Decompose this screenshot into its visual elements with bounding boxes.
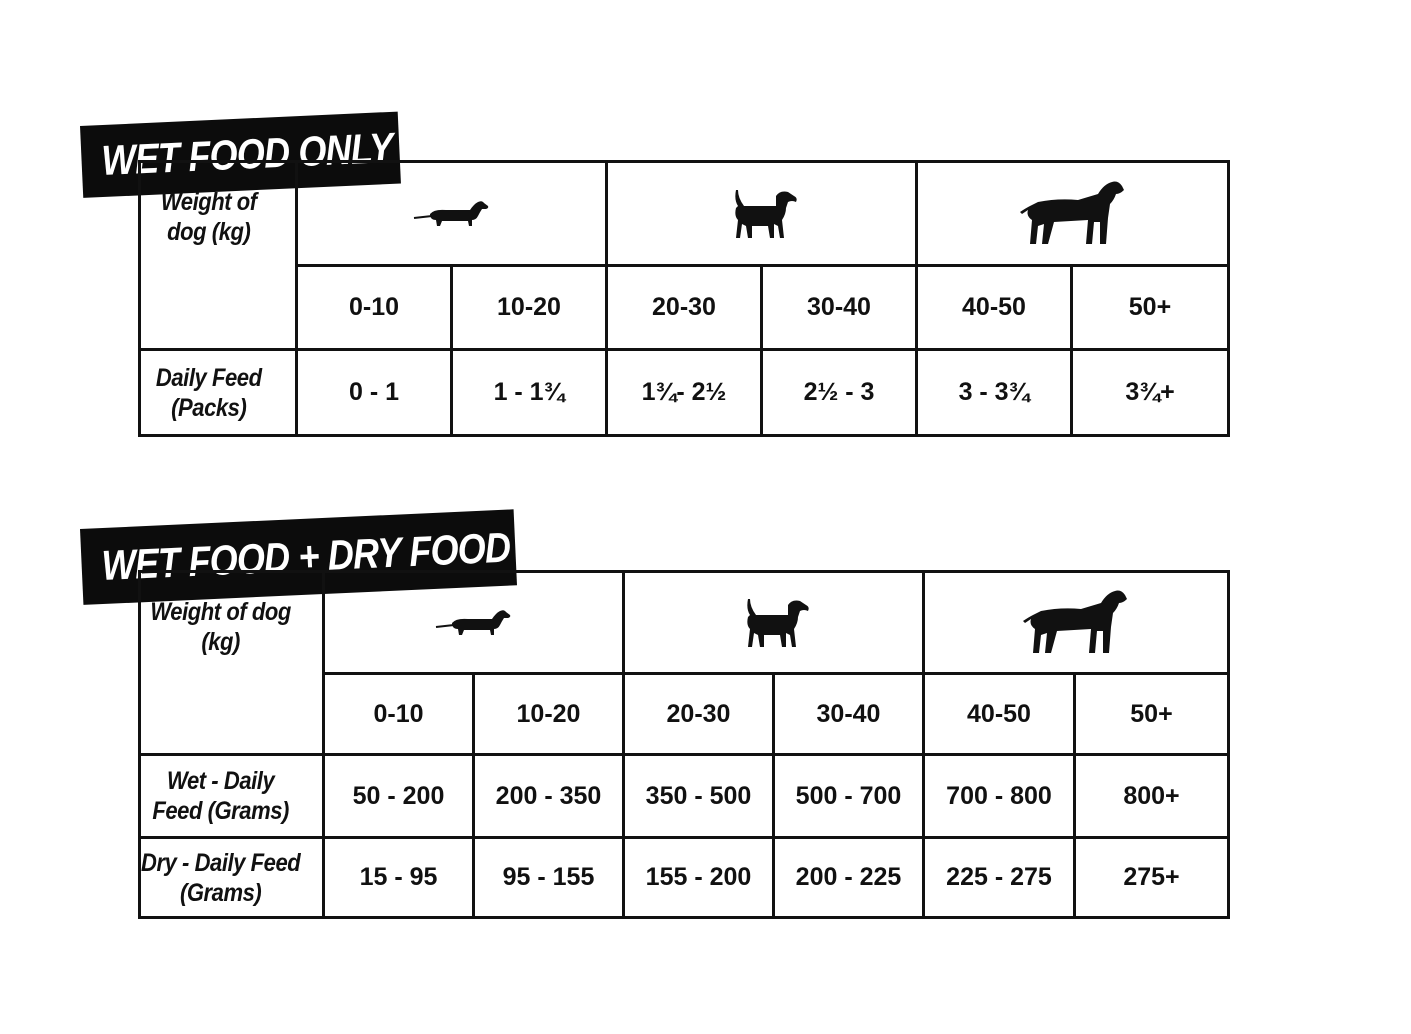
weight-range-cell: 40-50 bbox=[917, 266, 1072, 350]
feed-value-cell: 3¾+ bbox=[1072, 350, 1229, 436]
feed-value-cell: 700 - 800 bbox=[924, 755, 1075, 838]
weight-label: Weight of dog (kg) bbox=[160, 188, 257, 246]
feed-value-cell: 500 - 700 bbox=[774, 755, 924, 838]
feed-value-cell: 155 - 200 bbox=[624, 838, 774, 918]
feeding-table-wet-only bbox=[138, 160, 1230, 437]
weight-range-cell: 10-20 bbox=[452, 266, 607, 350]
feed-value-cell: 350 - 500 bbox=[624, 755, 774, 838]
feeding-table-wet-dry bbox=[138, 570, 1230, 919]
medium-dog-cell bbox=[607, 162, 917, 266]
dachshund-icon bbox=[412, 194, 492, 234]
feed-value-cell: 95 - 155 bbox=[474, 838, 624, 918]
row-label: Wet - Daily Feed (Grams) bbox=[152, 767, 289, 825]
beagle-icon bbox=[722, 186, 802, 242]
feed-value-cell: 200 - 225 bbox=[774, 838, 924, 918]
row-label-cell bbox=[140, 755, 324, 838]
weight-range-cell: 40-50 bbox=[924, 674, 1075, 755]
weight-label-cell bbox=[140, 162, 297, 350]
feed-value-cell: 1¾- 2½ bbox=[607, 350, 762, 436]
large-dog-cell bbox=[917, 162, 1229, 266]
weight-range-cell: 30-40 bbox=[762, 266, 917, 350]
weight-range-cell: 30-40 bbox=[774, 674, 924, 755]
weight-range-cell: 50+ bbox=[1075, 674, 1229, 755]
feed-value-cell: 275+ bbox=[1075, 838, 1229, 918]
feed-value-cell: 0 - 1 bbox=[297, 350, 452, 436]
weight-range-cell: 0-10 bbox=[324, 674, 474, 755]
weight-range-cell: 20-30 bbox=[607, 266, 762, 350]
section-title: WET FOOD + DRY FOOD bbox=[100, 523, 512, 590]
small-dog-cell bbox=[324, 572, 624, 674]
feed-value-cell: 2½ - 3 bbox=[762, 350, 917, 436]
weight-range-cell: 0-10 bbox=[297, 266, 452, 350]
weight-label: Weight of dog (kg) bbox=[150, 598, 291, 656]
row-label-cell bbox=[140, 350, 297, 436]
row-label-cell bbox=[140, 838, 324, 918]
feed-value-cell: 1 - 1¾ bbox=[452, 350, 607, 436]
section-title: WET FOOD ONLY bbox=[100, 123, 394, 185]
feed-value-cell: 800+ bbox=[1075, 755, 1229, 838]
weight-range-cell: 10-20 bbox=[474, 674, 624, 755]
feed-value-cell: 15 - 95 bbox=[324, 838, 474, 918]
feed-value-cell: 50 - 200 bbox=[324, 755, 474, 838]
feed-value-cell: 3 - 3¾ bbox=[917, 350, 1072, 436]
weight-range-cell: 50+ bbox=[1072, 266, 1229, 350]
row-label: Dry - Daily Feed (Grams) bbox=[141, 848, 301, 907]
weight-range-cell: 20-30 bbox=[624, 674, 774, 755]
weight-label-cell bbox=[140, 572, 324, 755]
feed-value-cell: 225 - 275 bbox=[924, 838, 1075, 918]
feed-value-cell: 200 - 350 bbox=[474, 755, 624, 838]
medium-dog-cell bbox=[624, 572, 924, 674]
dachshund-icon bbox=[434, 603, 514, 643]
row-label: Daily Feed (Packs) bbox=[155, 363, 262, 422]
rottweiler-icon bbox=[1018, 178, 1128, 250]
small-dog-cell bbox=[297, 162, 607, 266]
large-dog-cell bbox=[924, 572, 1229, 674]
beagle-icon bbox=[734, 595, 814, 651]
rottweiler-icon bbox=[1021, 587, 1131, 659]
